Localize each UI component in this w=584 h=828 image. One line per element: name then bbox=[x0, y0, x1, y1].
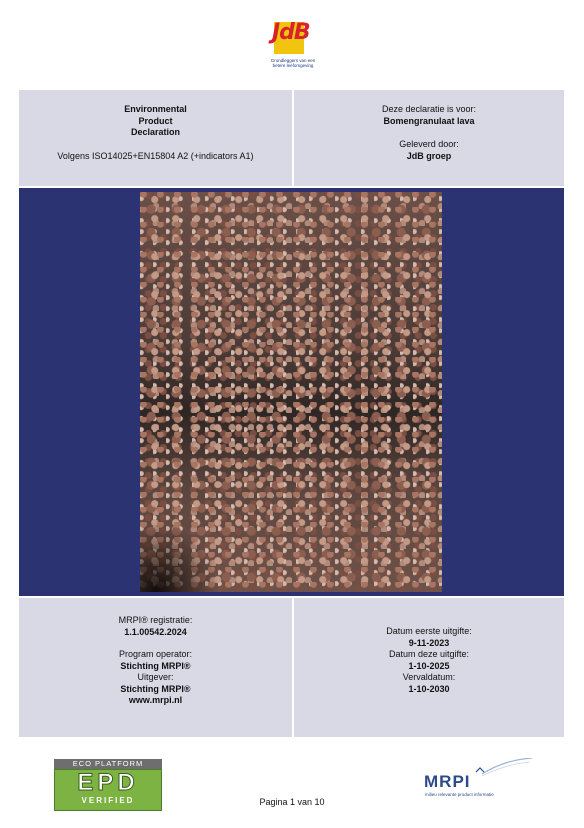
standard-text: Volgens ISO14025+EN15804 A2 (+indicators A1) bbox=[57, 150, 254, 161]
badge-epd-text: EPD bbox=[77, 769, 139, 796]
website[interactable]: www.mrpi.nl bbox=[128, 695, 183, 705]
title-line-product: Product bbox=[138, 115, 173, 126]
mrpi-logo bbox=[424, 758, 534, 800]
first-issue-label: Datum eerste uitgifte: bbox=[386, 626, 472, 636]
registration-cell bbox=[19, 598, 292, 737]
registration-number: 1.1.00542.2024 bbox=[124, 626, 187, 637]
title-line-declaration: Declaration bbox=[130, 127, 181, 137]
title-line-environmental: Environmental bbox=[124, 104, 187, 114]
operator-name: Stichting MRPI® bbox=[120, 660, 191, 671]
jdb-logo-text: JdB bbox=[272, 20, 310, 45]
registration-label: MRPI® registratie: bbox=[118, 615, 193, 625]
dates-cell bbox=[294, 598, 564, 737]
this-issue-label: Datum deze uitgifte: bbox=[388, 649, 470, 659]
page-number: Pagina 1 van 10 bbox=[259, 797, 325, 807]
product-photo-band bbox=[19, 188, 564, 596]
badge-top-text: ECO PLATFORM bbox=[54, 759, 162, 769]
declaration-for-label: Deze declaratie is voor: bbox=[381, 104, 477, 114]
photo-shadow bbox=[140, 522, 220, 592]
badge-verified-text: VERIFIED bbox=[81, 796, 135, 805]
lava-granulate-photo bbox=[140, 192, 442, 592]
supplied-by-label: Geleverd door: bbox=[399, 139, 459, 149]
declaration-info-table bbox=[19, 90, 564, 186]
mrpi-logo-text: MRPI bbox=[424, 772, 471, 791]
declaration-product-cell bbox=[294, 90, 564, 186]
first-issue-date: 9-11-2023 bbox=[408, 637, 450, 648]
this-issue-date: 1-10-2025 bbox=[408, 660, 450, 671]
expiry-label: Vervaldatum: bbox=[402, 672, 456, 682]
registration-info-table bbox=[19, 598, 564, 737]
publisher-label: Uitgever: bbox=[137, 672, 174, 682]
jdb-logo bbox=[264, 18, 320, 76]
declaration-title-cell bbox=[19, 90, 292, 186]
supplier-name: JdB groep bbox=[406, 150, 452, 161]
publisher-name: Stichting MRPI® bbox=[120, 683, 191, 694]
mrpi-logo-tagline: milieu relevante product informatie bbox=[425, 792, 494, 797]
product-name: Bomengranulaat lava bbox=[383, 115, 475, 126]
expiry-date: 1-10-2030 bbox=[408, 683, 450, 694]
jdb-logo-tagline: Grondleggers van een betere leefomgeving bbox=[270, 58, 316, 68]
operator-label: Program operator: bbox=[118, 649, 193, 659]
